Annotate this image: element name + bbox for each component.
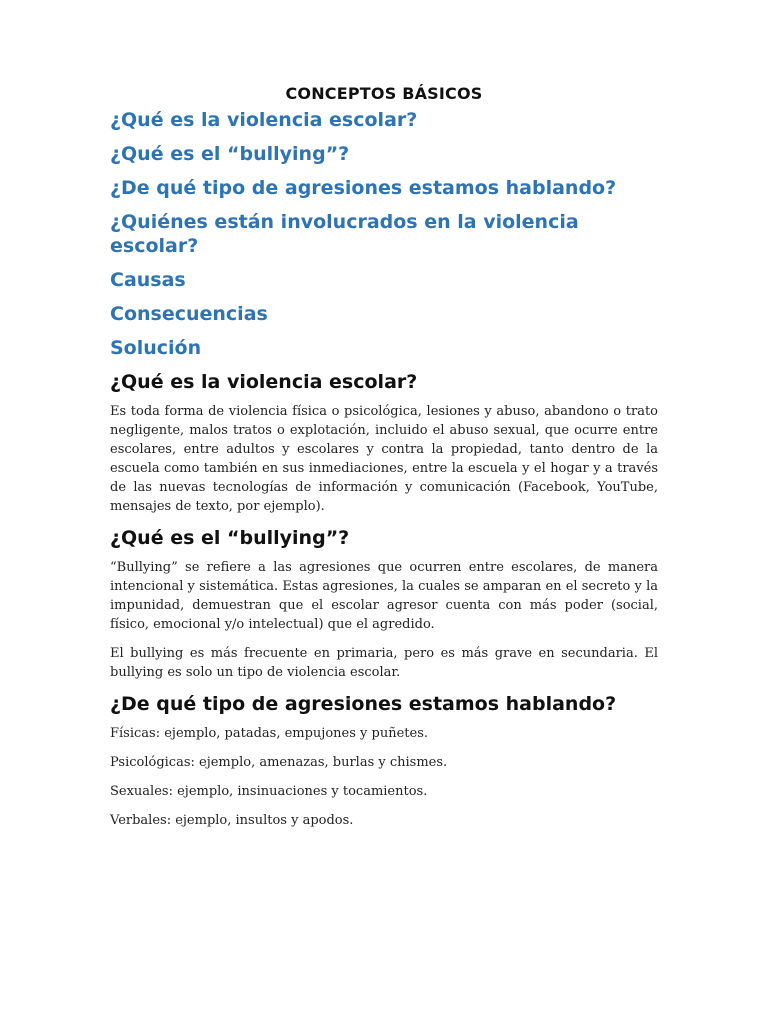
document-title: CONCEPTOS BÁSICOS xyxy=(285,84,483,103)
toc-item-agresiones[interactable]: ¿De qué tipo de agresiones estamos hablando? xyxy=(110,177,617,199)
list-item: Físicas: ejemplo, patadas, empujones y puñetes. xyxy=(110,726,428,741)
toc-item-causas[interactable]: Causas xyxy=(110,269,186,291)
document-body xyxy=(110,84,658,840)
toc-item-involucrados[interactable]: ¿Quiénes están involucrados en la violencia escolar? xyxy=(110,211,579,257)
table-of-contents xyxy=(110,108,658,360)
paragraph: El bullying es más frecuente en primaria, pero es más grave en secundaria. El bullying es solo un tipo de violencia escolar. xyxy=(110,646,658,680)
section-bullying xyxy=(110,526,658,682)
list-item: Psicológicas: ejemplo, amenazas, burlas y chismes. xyxy=(110,755,448,770)
list-item: Sexuales: ejemplo, insinuaciones y tocamientos. xyxy=(110,784,428,799)
section-heading: ¿Qué es la violencia escolar? xyxy=(110,371,418,393)
toc-item-bullying[interactable]: ¿Qué es el “bullying”? xyxy=(110,143,350,165)
section-violencia-escolar xyxy=(110,370,658,516)
section-heading: ¿Qué es el “bullying”? xyxy=(110,527,350,549)
paragraph: “Bullying” se refiere a las agresiones que ocurren entre escolares, de manera intencional y sistemática. Estas agresiones, la cuales se amparan en el secreto y la impunidad, demuestran que el escolar agresor cuenta con más poder (social, físico, emocional y/o intelectual) que el agredido. xyxy=(110,560,658,632)
toc-item-consecuencias[interactable]: Consecuencias xyxy=(110,303,268,325)
list-item: Verbales: ejemplo, insultos y apodos. xyxy=(110,813,354,828)
toc-item-solucion[interactable]: Solución xyxy=(110,337,202,359)
toc-item-violencia[interactable]: ¿Qué es la violencia escolar? xyxy=(110,109,418,131)
section-heading: ¿De qué tipo de agresiones estamos hablando? xyxy=(110,693,617,715)
paragraph: Es toda forma de violencia física o psicológica, lesiones y abuso, abandono o trato negligente, malos tratos o explotación, incluido el abuso sexual, que ocurre entre escolares, entre adultos y escolares y contra la propiedad, tanto dentro de la escuela como también en sus inmediaciones, entre la escuela y el hogar y a través de las nuevas tecnologías de información y comunicación (Facebook, YouTube, mensajes de texto, por ejemplo). xyxy=(110,404,658,514)
section-tipos-agresiones xyxy=(110,692,658,830)
